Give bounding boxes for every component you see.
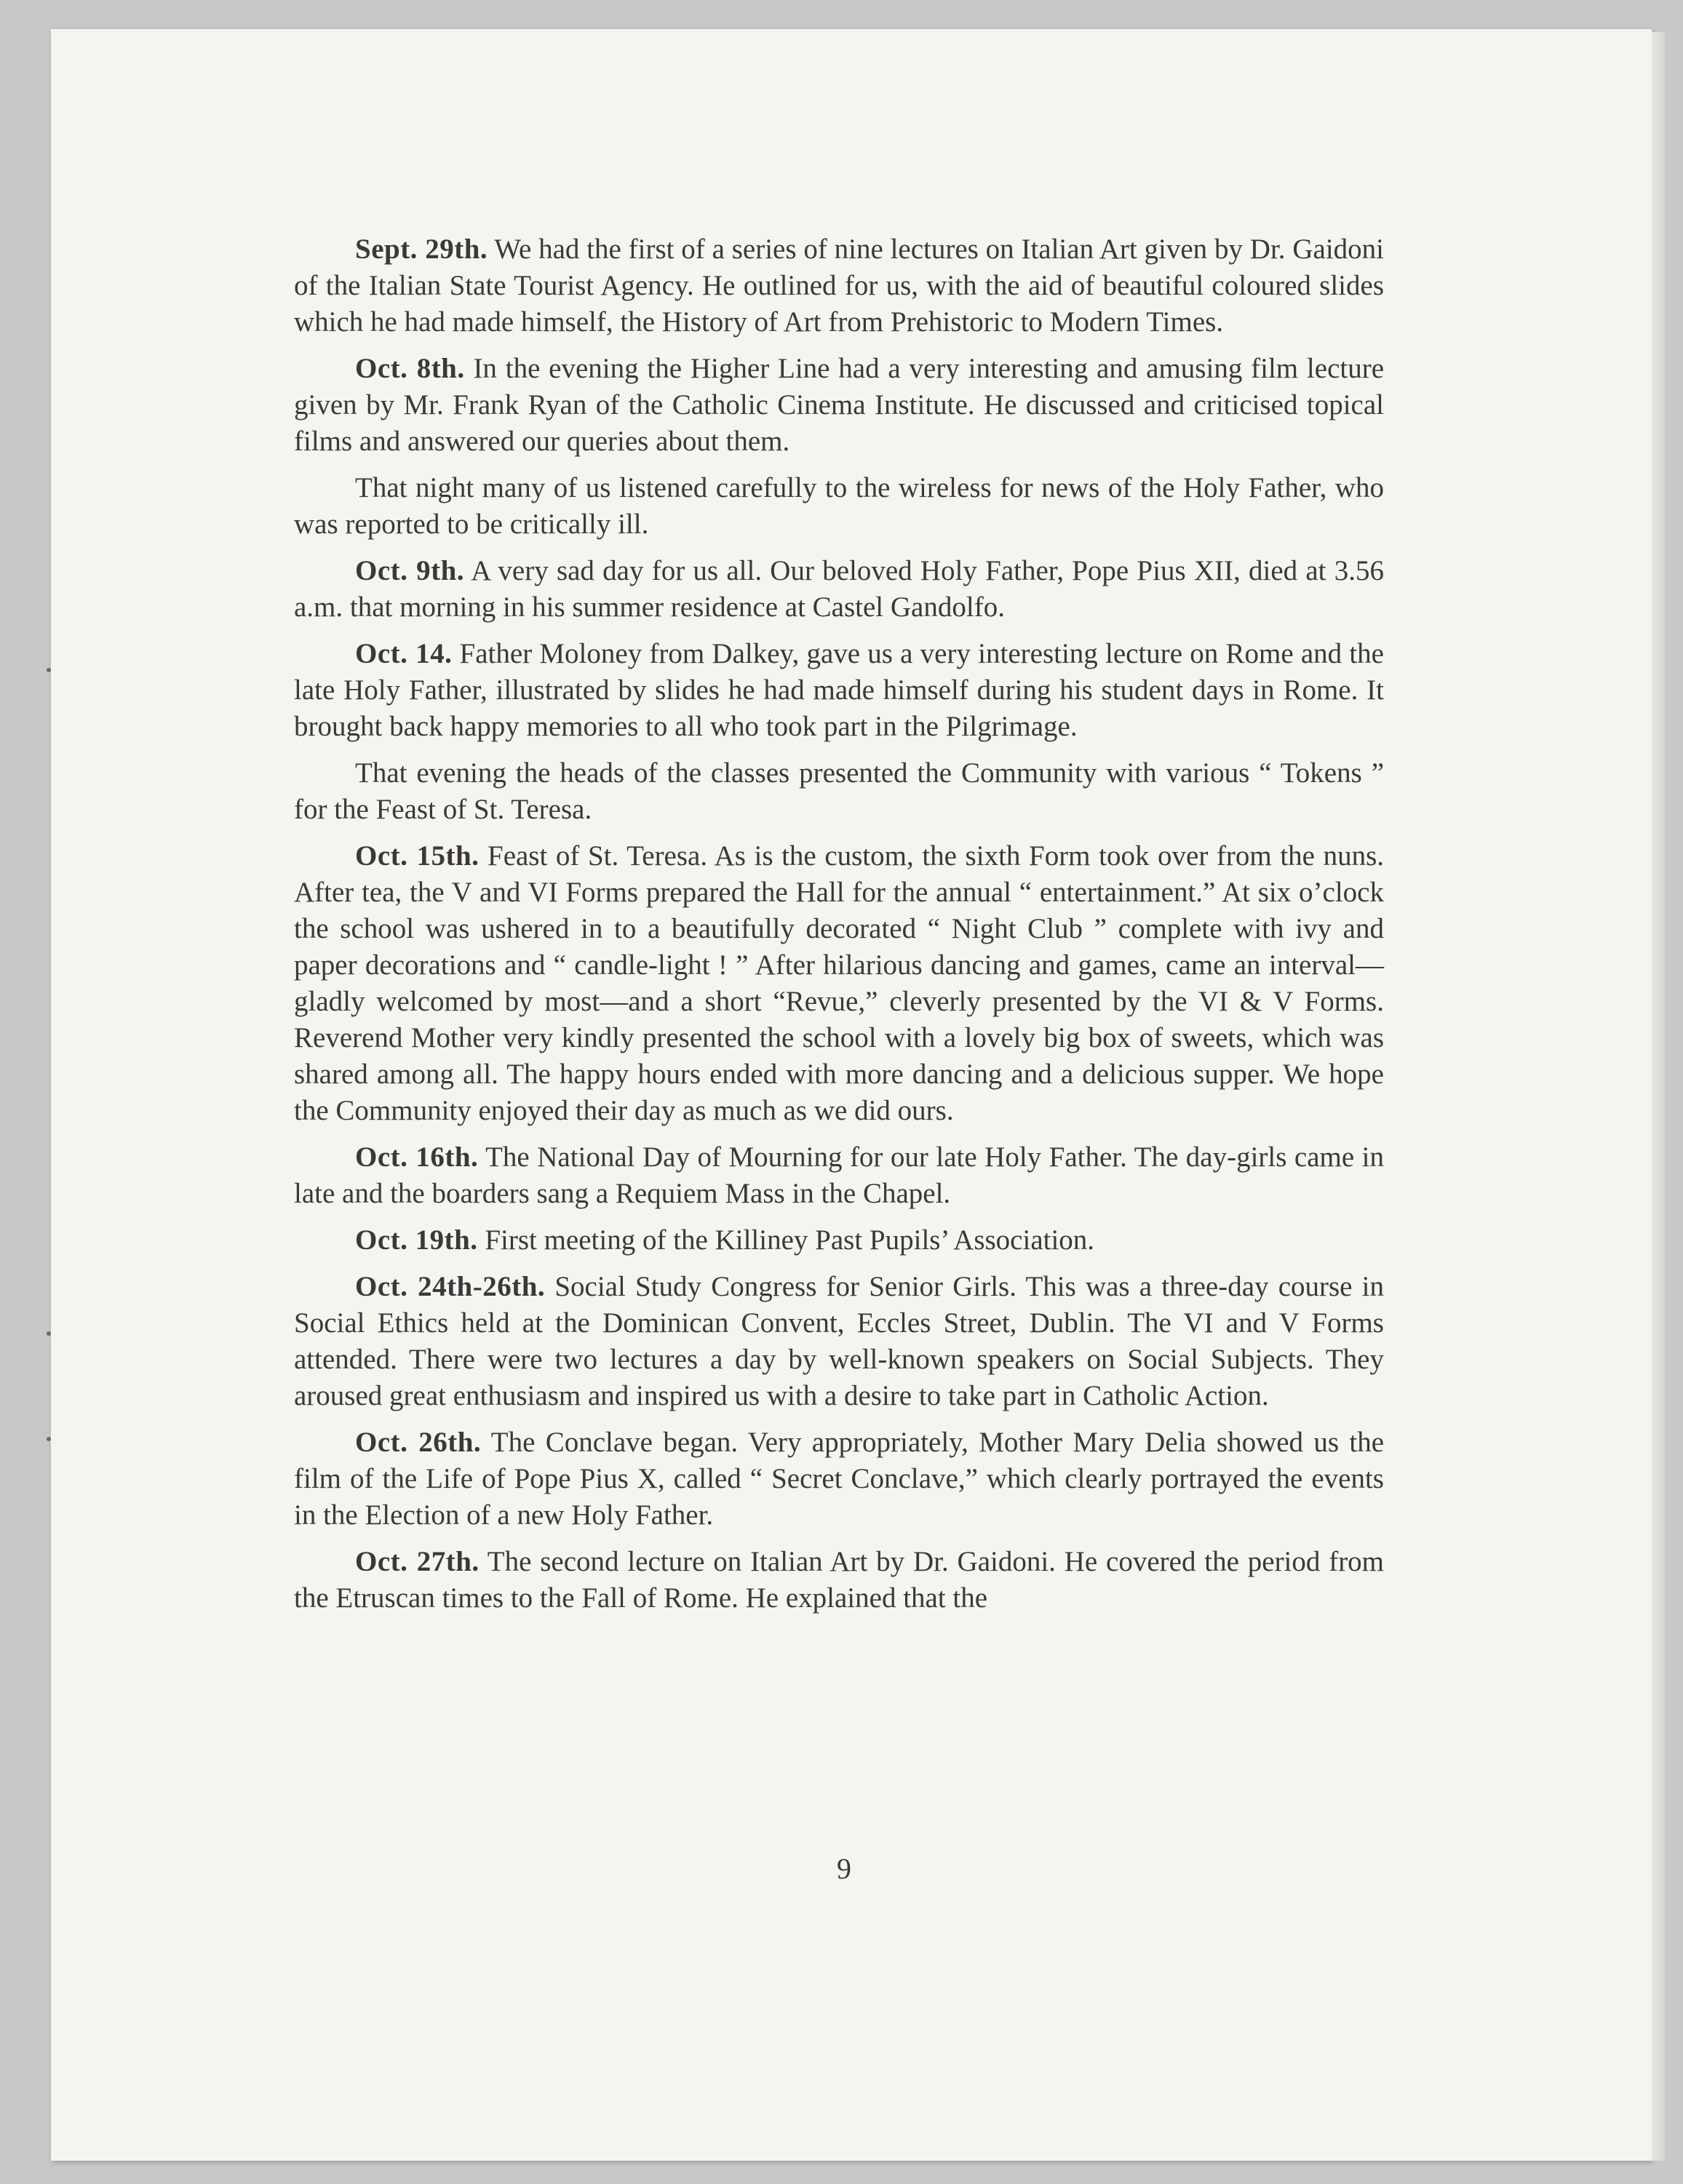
- entry-date: Sept. 29th.: [355, 234, 488, 265]
- diary-entry: [294, 755, 1384, 828]
- entry-text: The National Day of Mourning for our late Holy Father. The day-girls came in late and the boarders sang a Requiem Mass in the Chapel.: [294, 1141, 1385, 1209]
- binding-hole: [47, 1437, 51, 1441]
- binding-hole: [47, 1331, 51, 1336]
- diary-entry: [294, 553, 1384, 626]
- diary-body: [294, 231, 1384, 1627]
- entry-text: First meeting of the Killiney Past Pupils’ Association.: [485, 1224, 1095, 1256]
- entry-date: Oct. 26th.: [355, 1427, 482, 1458]
- diary-entry: [294, 1139, 1384, 1212]
- diary-entry: [294, 351, 1384, 460]
- entry-date: Oct. 14.: [355, 638, 453, 669]
- entry-date: Oct. 19th.: [355, 1224, 478, 1256]
- entry-text: That evening the heads of the classes presented the Community with various “ Tokens ” for the Feast of St. Teresa.: [294, 757, 1384, 825]
- diary-entry: [294, 1544, 1384, 1617]
- entry-text: In the evening the Higher Line had a very interesting and amusing film lecture given by Mr. Frank Ryan of the Catholic Cinema Institute. He discussed and criticised topical films and answered our queries about them.: [294, 353, 1385, 457]
- entry-date: Oct. 8th.: [355, 353, 465, 384]
- entry-text: We had the first of a series of nine lectures on Italian Art given by Dr. Gaidoni of the Italian State Tourist Agency. He outlined for us, with the aid of beautiful coloured slides which he had made himself, the History of Art from Prehistoric to Modern Times.: [294, 234, 1384, 338]
- entry-date: Oct. 15th.: [355, 840, 480, 872]
- diary-entry: [294, 470, 1384, 543]
- diary-entry: [294, 1222, 1384, 1259]
- entry-text: Feast of St. Teresa. As is the custom, the sixth Form took over from the nuns. After tea, the V and VI Forms prepared the Hall for the annual “ entertainment.” At six o’clock the school was ushered in to a beautifully decorated “ Night Club ” complete with ivy and paper decorations and “ candle-light ! ” After hilarious dancing and games, came an interval—gladly welcomed by most—and a short “Revue,” cleverly presented by the VI & V Forms. Reverend Mother very kindly presented the school with a lovely big box of sweets, which was shared among all. The happy hours ended with more dancing and a delicious supper. We hope the Community enjoyed their day as much as we did ours.: [294, 840, 1384, 1126]
- entry-date: Oct. 27th.: [355, 1546, 480, 1577]
- entry-text: The second lecture on Italian Art by Dr. Gaidoni. He covered the period from the Etruscan times to the Fall of Rome. He explained that the: [294, 1546, 1385, 1614]
- diary-entry: [294, 636, 1384, 745]
- entry-date: Oct. 16th.: [355, 1141, 479, 1173]
- page-edge: [1652, 32, 1665, 2161]
- entry-text: A very sad day for us all. Our beloved Holy Father, Pope Pius XII, died at 3.56 a.m. that morning in his summer residence at Castel Gandolfo.: [294, 555, 1384, 623]
- entry-text: That night many of us listened carefully to the wireless for news of the Holy Father, who was reported to be critically ill.: [294, 472, 1384, 540]
- binding-hole: [47, 668, 51, 672]
- entry-date: Oct. 9th.: [355, 555, 465, 586]
- diary-entry: [294, 231, 1384, 340]
- diary-entry: [294, 1269, 1384, 1414]
- diary-entry: [294, 838, 1384, 1129]
- entry-date: Oct. 24th-26th.: [355, 1271, 546, 1302]
- entry-text: The Conclave began. Very appropriately, Mother Mary Delia showed us the film of the Life of Pope Pius X, called “ Secret Conclave,” which clearly portrayed the events in the Election of a new Holy Father.: [294, 1427, 1385, 1531]
- entry-text: Social Study Congress for Senior Girls. This was a three-day course in Social Ethics held at the Dominican Convent, Eccles Street, Dublin. The VI and V Forms attended. There were two lectures a day by well-known speakers on Social Subjects. They aroused great enthusiasm and inspired us with a desire to take part in Catholic Action.: [294, 1271, 1384, 1411]
- diary-entry: [294, 1424, 1384, 1534]
- entry-text: Father Moloney from Dalkey, gave us a very interesting lecture on Rome and the late Holy Father, illustrated by slides he had made himself during his student days in Rome. It brought back happy memories to all who took part in the Pilgrimage.: [294, 638, 1384, 742]
- page-number: 9: [837, 1852, 851, 1885]
